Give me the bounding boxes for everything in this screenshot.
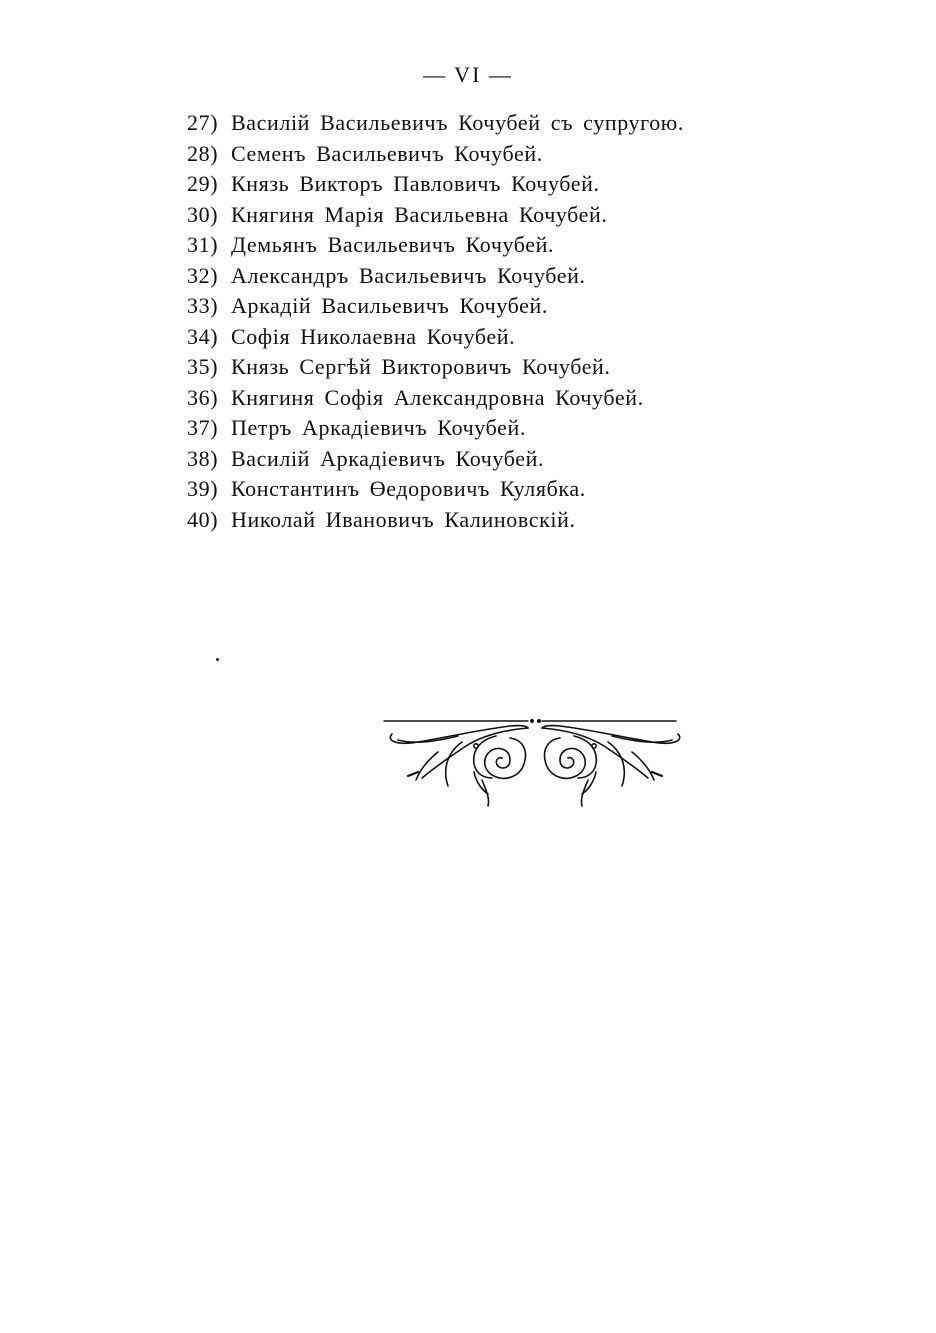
item-number: 31) bbox=[187, 232, 219, 257]
item-text: Константинъ Өедоровичъ Кулябка. bbox=[231, 476, 586, 501]
list-item bbox=[187, 446, 684, 477]
ornament-flourish-icon bbox=[378, 712, 692, 816]
item-text: Александръ Васильевичъ Кочубей. bbox=[231, 262, 586, 288]
item-text: Князь Сергѣй Викторовичъ Кочубей. bbox=[231, 354, 611, 379]
list-item bbox=[187, 110, 684, 141]
item-number: 29) bbox=[187, 171, 219, 196]
item-text: Семенъ Васильевичъ Кочубей. bbox=[231, 140, 543, 166]
item-text: Петръ Аркадіевичъ Кочубей. bbox=[231, 415, 526, 440]
item-text: Василій Васильевичъ Кочубей съ супругою. bbox=[231, 110, 684, 135]
item-number: 33) bbox=[187, 293, 219, 318]
item-number: 37) bbox=[187, 415, 219, 440]
item-number: 32) bbox=[187, 262, 219, 288]
names-list bbox=[187, 110, 684, 537]
item-number: 40) bbox=[187, 506, 219, 532]
item-number: 28) bbox=[187, 140, 219, 166]
item-text: Княгиня Софія Александровна Кочубей. bbox=[231, 384, 644, 410]
item-text: Княгиня Марія Васильевна Кочубей. bbox=[231, 201, 608, 227]
page-number: — VI — bbox=[423, 62, 513, 87]
list-item bbox=[187, 324, 684, 355]
list-item bbox=[187, 385, 684, 416]
item-number: 35) bbox=[187, 354, 219, 379]
list-item bbox=[187, 263, 684, 294]
list-item bbox=[187, 232, 684, 263]
item-number: 39) bbox=[187, 476, 219, 501]
item-text: Василій Аркадіевичъ Кочубей. bbox=[231, 445, 545, 471]
list-item bbox=[187, 415, 684, 446]
item-text: Демьянъ Васильевичъ Кочубей. bbox=[231, 232, 555, 257]
item-text: Аркадій Васильевичъ Кочубей. bbox=[231, 293, 548, 318]
item-number: 36) bbox=[187, 384, 219, 410]
list-item bbox=[187, 354, 684, 385]
item-number: 27) bbox=[187, 110, 219, 135]
list-item bbox=[187, 507, 684, 538]
item-text: Софія Николаевна Кочубей. bbox=[231, 323, 516, 349]
ink-speck bbox=[216, 658, 219, 661]
item-number: 34) bbox=[187, 323, 219, 349]
item-number: 30) bbox=[187, 201, 219, 227]
list-item bbox=[187, 141, 684, 172]
item-text: Князь Викторъ Павловичъ Кочубей. bbox=[231, 171, 600, 196]
list-item bbox=[187, 202, 684, 233]
item-text: Николай Ивановичъ Калиновскій. bbox=[231, 506, 576, 532]
list-item bbox=[187, 171, 684, 202]
list-item bbox=[187, 293, 684, 324]
item-number: 38) bbox=[187, 445, 219, 471]
list-item bbox=[187, 476, 684, 507]
